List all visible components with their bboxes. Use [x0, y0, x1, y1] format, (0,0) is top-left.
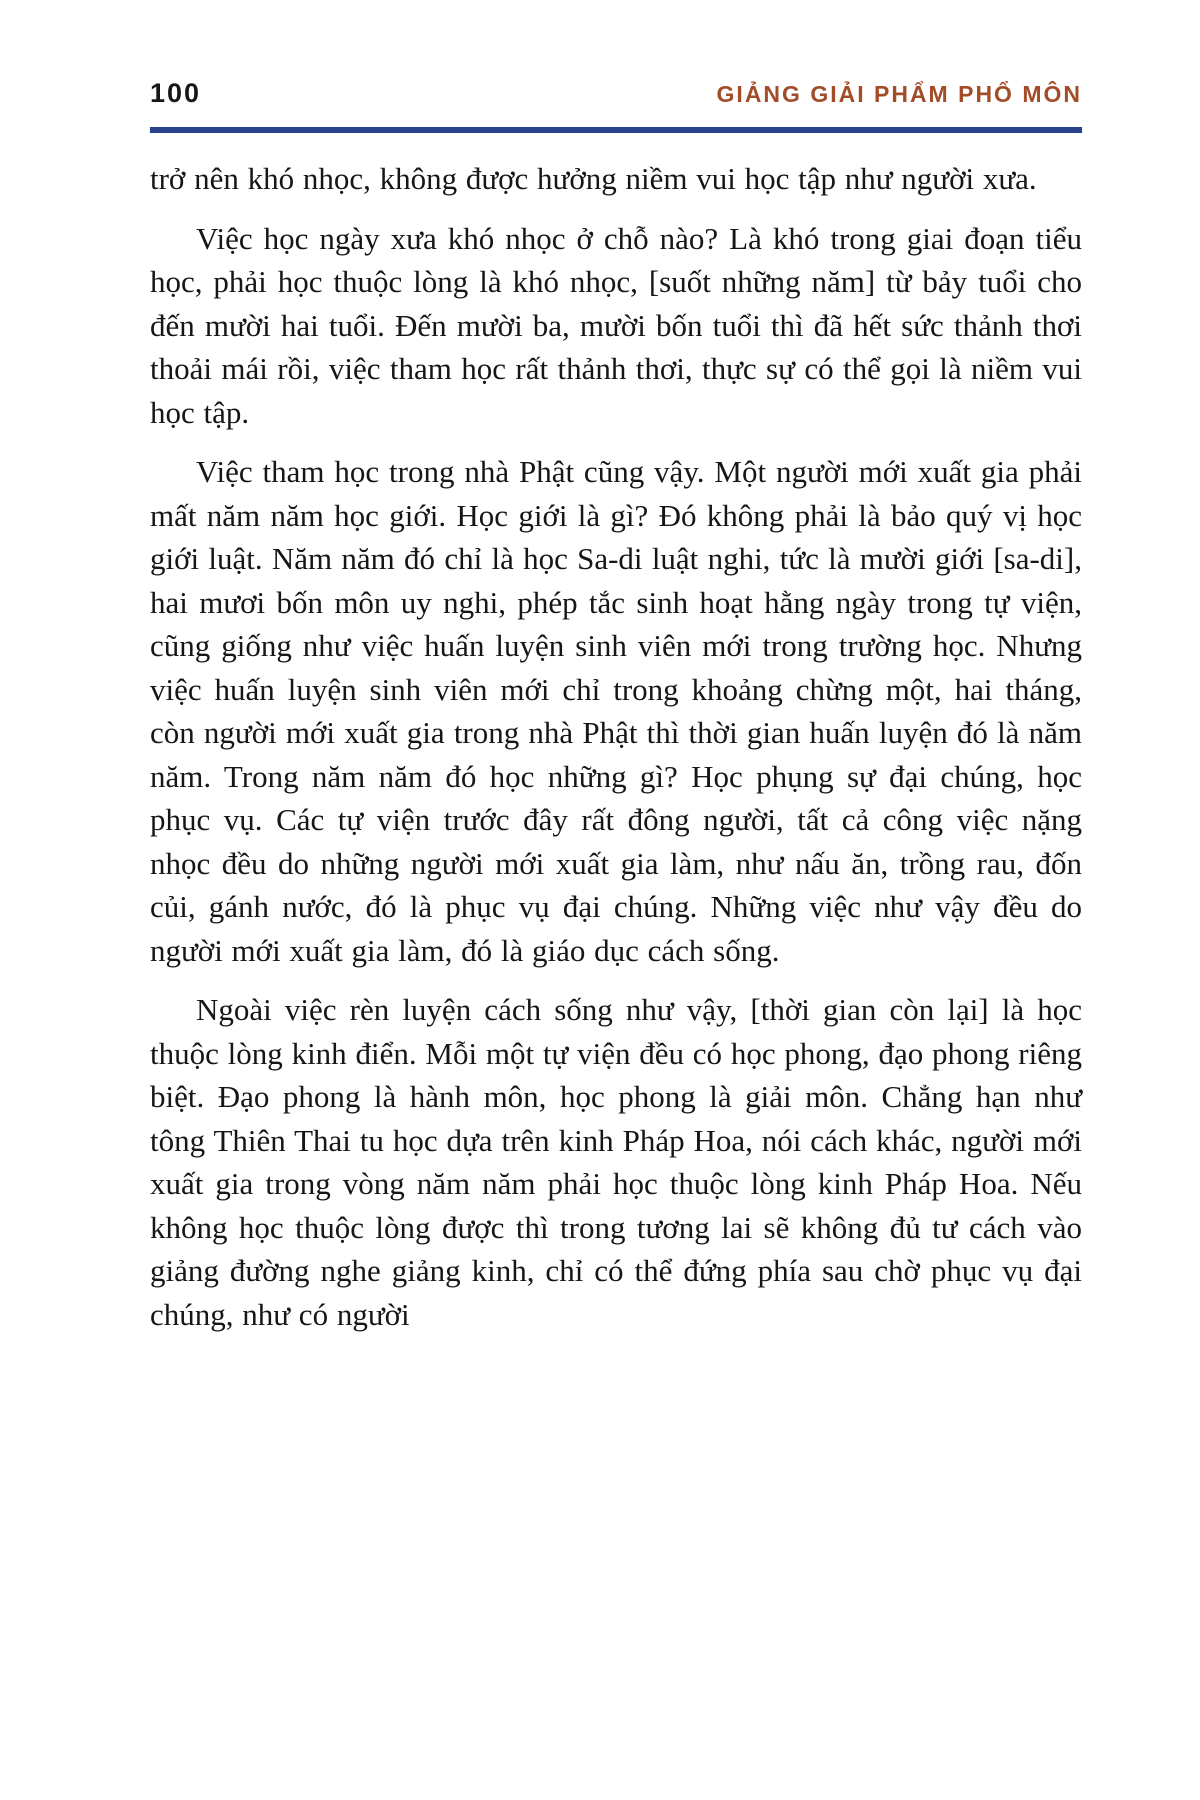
page-header	[0, 0, 1200, 109]
paragraph: Việc tham học trong nhà Phật cũng vậy. Một người mới xuất gia phải mất năm năm học giới. Học giới là gì? Đó không phải là bảo quý vị học giới luật. Năm năm đó chỉ là học Sa-di luật nghi, tức là mười giới [sa-di], hai mươi bốn môn uy nghi, phép tắc sinh hoạt hằng ngày trong tự viện, cũng giống như việc huấn luyện sinh viên mới trong trường học. Nhưng việc huấn luyện sinh viên mới chỉ trong khoảng chừng một, hai tháng, còn người mới xuất gia trong nhà Phật thì thời gian huấn luyện đó là năm năm. Trong năm năm đó học những gì? Học phụng sự đại chúng, học phục vụ. Các tự viện trước đây rất đông người, tất cả công việc nặng nhọc đều do những người mới xuất gia làm, như nấu ăn, trồng rau, đốn củi, gánh nước, đó là phục vụ đại chúng. Những việc như vậy đều do người mới xuất gia làm, đó là giáo dục cách sống.	[150, 454, 1082, 968]
running-title: GIẢNG GIẢI PHẨM PHỔ MÔN	[716, 81, 1082, 107]
page-body	[0, 133, 1200, 1336]
page-number: 100	[150, 78, 202, 108]
paragraph: Việc học ngày xưa khó nhọc ở chỗ nào? Là khó trong giai đoạn tiểu học, phải học thuộc lòng là khó nhọc, [suốt những năm] từ bảy tuổi cho đến mười hai tuổi. Đến mười ba, mười bốn tuổi thì đã hết sức thảnh thơi thoải mái rồi, việc tham học rất thảnh thơi, thực sự có thể gọi là niềm vui học tập.	[150, 220, 1082, 430]
paragraph: Ngoài việc rèn luyện cách sống như vậy, [thời gian còn lại] là học thuộc lòng kinh điển. Mỗi một tự viện đều có học phong, đạo phong riêng biệt. Đạo phong là hành môn, học phong là giải môn. Chẳng hạn như tông Thiên Thai tu học dựa trên kinh Pháp Hoa, nói cách khác, người mới xuất gia trong vòng năm năm phải học thuộc lòng kinh Pháp Hoa. Nếu không học thuộc lòng được thì trong tương lai sẽ không đủ tư cách vào giảng đường nghe giảng kinh, chỉ có thể đứng phía sau chờ phục vụ đại chúng, như có người	[150, 992, 1082, 1332]
paragraph-continuation: trở nên khó nhọc, không được hưởng niềm vui học tập như người xưa.	[150, 161, 1037, 196]
